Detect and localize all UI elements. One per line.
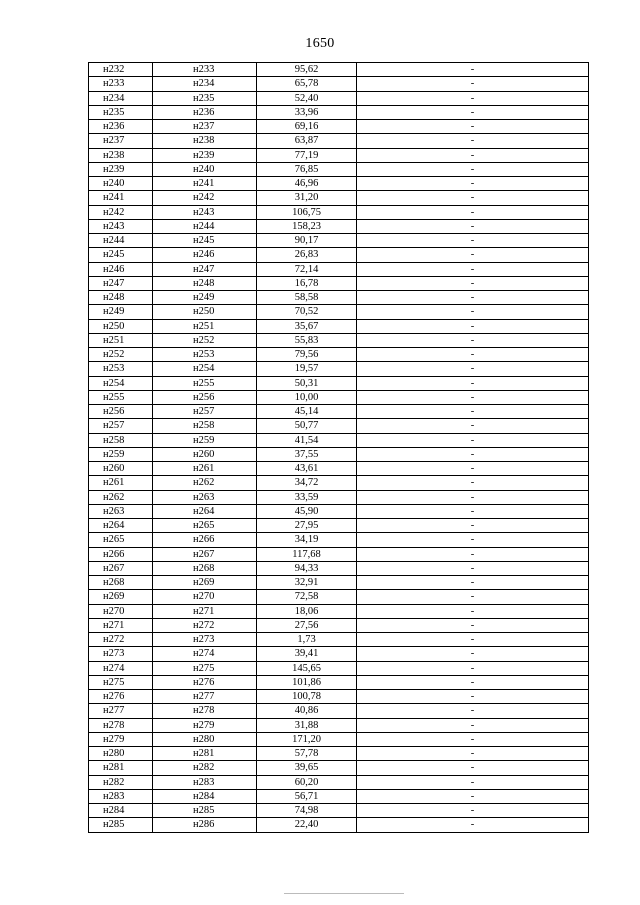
note-cell: - — [357, 775, 589, 789]
note-cell: - — [357, 604, 589, 618]
distance-cell: 72,58 — [257, 590, 357, 604]
note-cell: - — [357, 177, 589, 191]
note-cell: - — [357, 376, 589, 390]
table-row — [89, 390, 589, 404]
note-cell: - — [357, 675, 589, 689]
note-cell: - — [357, 789, 589, 803]
table-row — [89, 775, 589, 789]
point-from-cell: н255 — [89, 390, 153, 404]
point-from-cell: н270 — [89, 604, 153, 618]
distance-cell: 27,95 — [257, 519, 357, 533]
boundary-points-table — [88, 62, 589, 833]
note-cell: - — [357, 305, 589, 319]
page-number: 1650 — [305, 36, 335, 51]
point-to-cell: н246 — [153, 248, 257, 262]
distance-cell: 76,85 — [257, 162, 357, 176]
point-to-cell: н242 — [153, 191, 257, 205]
point-to-cell: н233 — [153, 63, 257, 77]
distance-cell: 34,72 — [257, 476, 357, 490]
point-to-cell: н281 — [153, 747, 257, 761]
point-from-cell: н237 — [89, 134, 153, 148]
table-row — [89, 348, 589, 362]
distance-cell: 39,65 — [257, 761, 357, 775]
distance-cell: 19,57 — [257, 362, 357, 376]
distance-cell: 46,96 — [257, 177, 357, 191]
point-to-cell: н274 — [153, 647, 257, 661]
point-from-cell: н274 — [89, 661, 153, 675]
table-row — [89, 205, 589, 219]
distance-cell: 43,61 — [257, 462, 357, 476]
table-row — [89, 191, 589, 205]
note-cell: - — [357, 732, 589, 746]
point-to-cell: н276 — [153, 675, 257, 689]
point-from-cell: н275 — [89, 675, 153, 689]
note-cell: - — [357, 148, 589, 162]
point-to-cell: н236 — [153, 105, 257, 119]
distance-cell: 60,20 — [257, 775, 357, 789]
table-row — [89, 718, 589, 732]
point-from-cell: н240 — [89, 177, 153, 191]
point-to-cell: н277 — [153, 690, 257, 704]
footer-rule — [284, 893, 404, 894]
distance-cell: 69,16 — [257, 120, 357, 134]
distance-cell: 158,23 — [257, 219, 357, 233]
point-to-cell: н278 — [153, 704, 257, 718]
table-row — [89, 732, 589, 746]
note-cell: - — [357, 761, 589, 775]
table-row — [89, 405, 589, 419]
note-cell: - — [357, 618, 589, 632]
table-row — [89, 804, 589, 818]
distance-cell: 55,83 — [257, 333, 357, 347]
distance-cell: 90,17 — [257, 234, 357, 248]
point-to-cell: н279 — [153, 718, 257, 732]
distance-cell: 32,91 — [257, 576, 357, 590]
table-row — [89, 462, 589, 476]
point-from-cell: н265 — [89, 533, 153, 547]
note-cell: - — [357, 804, 589, 818]
point-from-cell: н271 — [89, 618, 153, 632]
table-row — [89, 291, 589, 305]
point-to-cell: н264 — [153, 504, 257, 518]
point-to-cell: н235 — [153, 91, 257, 105]
note-cell: - — [357, 447, 589, 461]
point-from-cell: н276 — [89, 690, 153, 704]
distance-cell: 117,68 — [257, 547, 357, 561]
point-to-cell: н267 — [153, 547, 257, 561]
table-row — [89, 63, 589, 77]
point-to-cell: н234 — [153, 77, 257, 91]
point-from-cell: н272 — [89, 633, 153, 647]
table-row — [89, 148, 589, 162]
point-from-cell: н264 — [89, 519, 153, 533]
distance-cell: 106,75 — [257, 205, 357, 219]
point-from-cell: н251 — [89, 333, 153, 347]
point-from-cell: н259 — [89, 447, 153, 461]
point-to-cell: н273 — [153, 633, 257, 647]
note-cell: - — [357, 476, 589, 490]
point-to-cell: н268 — [153, 561, 257, 575]
distance-cell: 33,59 — [257, 490, 357, 504]
distance-cell: 18,06 — [257, 604, 357, 618]
distance-cell: 40,86 — [257, 704, 357, 718]
point-from-cell: н280 — [89, 747, 153, 761]
point-to-cell: н238 — [153, 134, 257, 148]
table-row — [89, 276, 589, 290]
note-cell: - — [357, 162, 589, 176]
point-to-cell: н255 — [153, 376, 257, 390]
distance-cell: 22,40 — [257, 818, 357, 832]
distance-cell: 57,78 — [257, 747, 357, 761]
point-from-cell: н278 — [89, 718, 153, 732]
point-from-cell: н262 — [89, 490, 153, 504]
note-cell: - — [357, 590, 589, 604]
note-cell: - — [357, 219, 589, 233]
point-to-cell: н239 — [153, 148, 257, 162]
point-from-cell: н232 — [89, 63, 153, 77]
point-to-cell: н261 — [153, 462, 257, 476]
note-cell: - — [357, 704, 589, 718]
point-from-cell: н284 — [89, 804, 153, 818]
distance-cell: 94,33 — [257, 561, 357, 575]
table-row — [89, 519, 589, 533]
distance-cell: 50,77 — [257, 419, 357, 433]
distance-cell: 171,20 — [257, 732, 357, 746]
note-cell: - — [357, 576, 589, 590]
note-cell: - — [357, 134, 589, 148]
point-from-cell: н249 — [89, 305, 153, 319]
point-from-cell: н233 — [89, 77, 153, 91]
point-from-cell: н285 — [89, 818, 153, 832]
distance-cell: 58,58 — [257, 291, 357, 305]
note-cell: - — [357, 291, 589, 305]
point-to-cell: н269 — [153, 576, 257, 590]
point-from-cell: н279 — [89, 732, 153, 746]
point-to-cell: н272 — [153, 618, 257, 632]
point-to-cell: н247 — [153, 262, 257, 276]
table-row — [89, 305, 589, 319]
point-to-cell: н253 — [153, 348, 257, 362]
note-cell: - — [357, 818, 589, 832]
distance-cell: 10,00 — [257, 390, 357, 404]
distance-cell: 45,90 — [257, 504, 357, 518]
table-row — [89, 134, 589, 148]
point-to-cell: н265 — [153, 519, 257, 533]
point-from-cell: н268 — [89, 576, 153, 590]
point-to-cell: н252 — [153, 333, 257, 347]
table-row — [89, 789, 589, 803]
note-cell: - — [357, 91, 589, 105]
note-cell: - — [357, 747, 589, 761]
point-from-cell: н260 — [89, 462, 153, 476]
distance-cell: 70,52 — [257, 305, 357, 319]
point-to-cell: н243 — [153, 205, 257, 219]
note-cell: - — [357, 77, 589, 91]
distance-cell: 27,56 — [257, 618, 357, 632]
point-from-cell: н256 — [89, 405, 153, 419]
point-to-cell: н244 — [153, 219, 257, 233]
distance-cell: 72,14 — [257, 262, 357, 276]
point-to-cell: н266 — [153, 533, 257, 547]
distance-cell: 31,88 — [257, 718, 357, 732]
point-to-cell: н259 — [153, 433, 257, 447]
point-to-cell: н258 — [153, 419, 257, 433]
point-to-cell: н250 — [153, 305, 257, 319]
note-cell: - — [357, 262, 589, 276]
note-cell: - — [357, 105, 589, 119]
point-from-cell: н283 — [89, 789, 153, 803]
distance-cell: 63,87 — [257, 134, 357, 148]
distance-cell: 52,40 — [257, 91, 357, 105]
note-cell: - — [357, 419, 589, 433]
table-row — [89, 647, 589, 661]
table-row — [89, 362, 589, 376]
point-from-cell: н247 — [89, 276, 153, 290]
point-to-cell: н240 — [153, 162, 257, 176]
distance-cell: 50,31 — [257, 376, 357, 390]
note-cell: - — [357, 718, 589, 732]
distance-cell: 45,14 — [257, 405, 357, 419]
point-from-cell: н252 — [89, 348, 153, 362]
point-from-cell: н246 — [89, 262, 153, 276]
note-cell: - — [357, 390, 589, 404]
point-from-cell: н273 — [89, 647, 153, 661]
point-from-cell: н239 — [89, 162, 153, 176]
distance-cell: 79,56 — [257, 348, 357, 362]
table-row — [89, 91, 589, 105]
point-from-cell: н269 — [89, 590, 153, 604]
table-row — [89, 162, 589, 176]
point-to-cell: н270 — [153, 590, 257, 604]
point-to-cell: н251 — [153, 319, 257, 333]
table-body — [89, 63, 589, 833]
point-from-cell: н258 — [89, 433, 153, 447]
distance-cell: 26,83 — [257, 248, 357, 262]
note-cell: - — [357, 690, 589, 704]
point-from-cell: н250 — [89, 319, 153, 333]
point-to-cell: н237 — [153, 120, 257, 134]
table-row — [89, 219, 589, 233]
note-cell: - — [357, 191, 589, 205]
table-row — [89, 761, 589, 775]
distance-cell: 95,62 — [257, 63, 357, 77]
table-row — [89, 604, 589, 618]
note-cell: - — [357, 504, 589, 518]
table-row — [89, 661, 589, 675]
distance-cell: 77,19 — [257, 148, 357, 162]
table-row — [89, 120, 589, 134]
note-cell: - — [357, 205, 589, 219]
table-row — [89, 747, 589, 761]
table-row — [89, 433, 589, 447]
point-to-cell: н275 — [153, 661, 257, 675]
note-cell: - — [357, 362, 589, 376]
note-cell: - — [357, 519, 589, 533]
note-cell: - — [357, 547, 589, 561]
point-from-cell: н263 — [89, 504, 153, 518]
point-to-cell: н256 — [153, 390, 257, 404]
table-row — [89, 376, 589, 390]
point-to-cell: н257 — [153, 405, 257, 419]
table-row — [89, 504, 589, 518]
point-from-cell: н241 — [89, 191, 153, 205]
table-row — [89, 561, 589, 575]
note-cell: - — [357, 63, 589, 77]
point-to-cell: н263 — [153, 490, 257, 504]
point-from-cell: н235 — [89, 105, 153, 119]
table-row — [89, 248, 589, 262]
table-row — [89, 818, 589, 832]
distance-cell: 31,20 — [257, 191, 357, 205]
distance-cell: 100,78 — [257, 690, 357, 704]
distance-cell: 37,55 — [257, 447, 357, 461]
distance-cell: 41,54 — [257, 433, 357, 447]
point-from-cell: н242 — [89, 205, 153, 219]
note-cell: - — [357, 647, 589, 661]
table-row — [89, 490, 589, 504]
point-from-cell: н266 — [89, 547, 153, 561]
table-row — [89, 590, 589, 604]
point-from-cell: н254 — [89, 376, 153, 390]
point-from-cell: н257 — [89, 419, 153, 433]
table-row — [89, 105, 589, 119]
table-row — [89, 690, 589, 704]
table-row — [89, 177, 589, 191]
point-to-cell: н282 — [153, 761, 257, 775]
note-cell: - — [357, 405, 589, 419]
point-from-cell: н248 — [89, 291, 153, 305]
note-cell: - — [357, 490, 589, 504]
point-to-cell: н241 — [153, 177, 257, 191]
point-from-cell: н253 — [89, 362, 153, 376]
note-cell: - — [357, 533, 589, 547]
table-row — [89, 576, 589, 590]
distance-cell: 34,19 — [257, 533, 357, 547]
distance-cell: 33,96 — [257, 105, 357, 119]
point-from-cell: н277 — [89, 704, 153, 718]
table-row — [89, 262, 589, 276]
point-to-cell: н283 — [153, 775, 257, 789]
table-row — [89, 319, 589, 333]
point-from-cell: н281 — [89, 761, 153, 775]
note-cell: - — [357, 319, 589, 333]
distance-cell: 74,98 — [257, 804, 357, 818]
distance-cell: 39,41 — [257, 647, 357, 661]
point-from-cell: н282 — [89, 775, 153, 789]
distance-cell: 35,67 — [257, 319, 357, 333]
table-row — [89, 476, 589, 490]
table-row — [89, 675, 589, 689]
distance-cell: 1,73 — [257, 633, 357, 647]
boundary-table-container — [88, 62, 588, 833]
table-row — [89, 704, 589, 718]
distance-cell: 16,78 — [257, 276, 357, 290]
point-from-cell: н244 — [89, 234, 153, 248]
distance-cell: 101,86 — [257, 675, 357, 689]
note-cell: - — [357, 633, 589, 647]
distance-cell: 65,78 — [257, 77, 357, 91]
table-row — [89, 633, 589, 647]
note-cell: - — [357, 333, 589, 347]
note-cell: - — [357, 276, 589, 290]
note-cell: - — [357, 433, 589, 447]
table-row — [89, 533, 589, 547]
point-from-cell: н261 — [89, 476, 153, 490]
table-row — [89, 77, 589, 91]
point-to-cell: н249 — [153, 291, 257, 305]
table-row — [89, 234, 589, 248]
point-to-cell: н260 — [153, 447, 257, 461]
note-cell: - — [357, 234, 589, 248]
table-row — [89, 547, 589, 561]
point-from-cell: н234 — [89, 91, 153, 105]
note-cell: - — [357, 661, 589, 675]
point-to-cell: н284 — [153, 789, 257, 803]
point-to-cell: н245 — [153, 234, 257, 248]
distance-cell: 56,71 — [257, 789, 357, 803]
point-to-cell: н248 — [153, 276, 257, 290]
distance-cell: 145,65 — [257, 661, 357, 675]
point-to-cell: н285 — [153, 804, 257, 818]
point-to-cell: н286 — [153, 818, 257, 832]
note-cell: - — [357, 462, 589, 476]
table-row — [89, 618, 589, 632]
point-to-cell: н271 — [153, 604, 257, 618]
note-cell: - — [357, 348, 589, 362]
point-from-cell: н238 — [89, 148, 153, 162]
note-cell: - — [357, 248, 589, 262]
point-to-cell: н262 — [153, 476, 257, 490]
point-from-cell: н236 — [89, 120, 153, 134]
table-row — [89, 333, 589, 347]
table-row — [89, 447, 589, 461]
note-cell: - — [357, 120, 589, 134]
point-to-cell: н280 — [153, 732, 257, 746]
point-from-cell: н267 — [89, 561, 153, 575]
point-from-cell: н245 — [89, 248, 153, 262]
point-from-cell: н243 — [89, 219, 153, 233]
point-to-cell: н254 — [153, 362, 257, 376]
note-cell: - — [357, 561, 589, 575]
table-row — [89, 419, 589, 433]
